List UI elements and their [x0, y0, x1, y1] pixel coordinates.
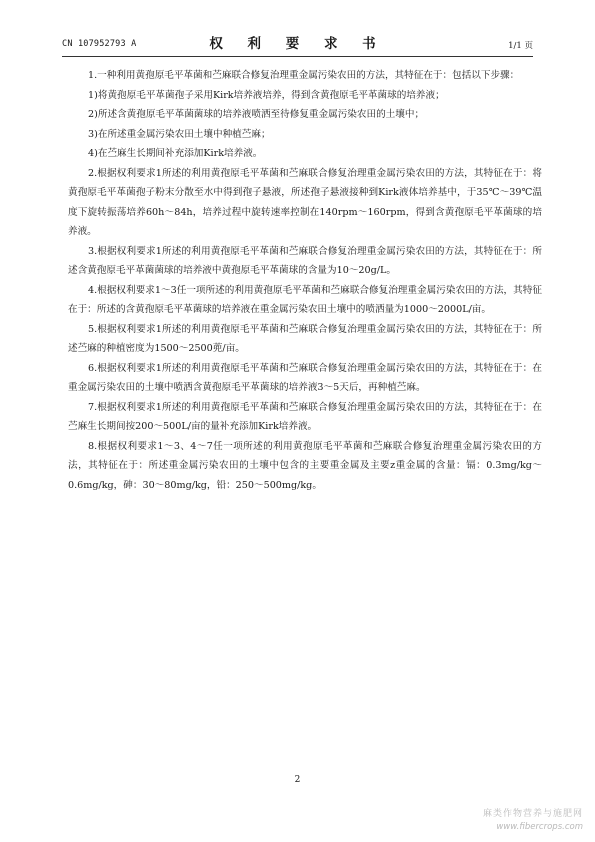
claim-1-step-2: 2)所述含黄孢原毛平革菌菌球的培养液喷洒至待修复重金属污染农田的土壤中； — [88, 109, 425, 120]
document-number: CN 107952793 A — [62, 39, 137, 49]
watermark-url: www.fibercrops.com — [496, 822, 583, 832]
document-title: 权 利 要 求 书 — [209, 36, 386, 52]
claim-2: 2.根据权利要求1所述的利用黄孢原毛平革菌和苎麻联合修复治理重金属污染农田的方法，其特征在于：将黄孢原毛平革菌孢子粉末分散至水中得到孢子悬液，所述孢子悬液接种到Kirk液体培养基中，于35℃～39℃温度下旋转振荡培养60h～84h，培养过程中旋转速率控制在140rpm～160rpm，得到含黄孢原毛平革菌球的培养液。 — [68, 167, 542, 237]
claim-3: 3.根据权利要求1所述的利用黄孢原毛平革菌和苎麻联合修复治理重金属污染农田的方法，其特征在于：所述含黄孢原毛平革菌菌球的培养液中黄孢原毛平革菌球的含量为10～20g/L。 — [68, 245, 542, 276]
claim-5: 5.根据权利要求1所述的利用黄孢原毛平革菌和苎麻联合修复治理重金属污染农田的方法，其特征在于：所述苎麻的种植密度为1500～2500蔸/亩。 — [68, 323, 542, 354]
page-indicator: 1/1 页 — [508, 41, 533, 51]
claim-6: 6.根据权利要求1所述的利用黄孢原毛平革菌和苎麻联合修复治理重金属污染农田的方法，其特征在于：在重金属污染农田的土壤中喷洒含黄孢原毛平革菌球的培养液3～5天后，再种植苎麻。 — [68, 362, 542, 393]
claim-8: 8.根据权利要求1～3、4～7任一项所述的利用黄孢原毛平革菌和苎麻联合修复治理重金属污染农田的方法，其特征在于：所述重金属污染农田的土壤中包含的主要重金属及主要z重金属的含量：镉：0.3mg/kg～0.6mg/kg，砷：30～80mg/kg，铅：250～500mg/kg。 — [68, 440, 542, 491]
watermark — [483, 808, 583, 834]
claim-1-step-1: 1)将黄孢原毛平革菌孢子采用Kirk培养液培养，得到含黄孢原毛平革菌球的培养液； — [88, 89, 445, 101]
watermark-site-name: 麻类作物营养与施肥网 — [482, 809, 583, 819]
page-number: 2 — [294, 775, 301, 785]
claim-1-step-3: 3)在所述重金属污染农田土壤中种植苎麻； — [88, 128, 271, 140]
claim-1-step-4: 4)在苎麻生长期间补充添加Kirk培养液。 — [88, 148, 263, 159]
claim-7: 7.根据权利要求1所述的利用黄孢原毛平革菌和苎麻联合修复治理重金属污染农田的方法，其特征在于：在苎麻生长期间按200～500L/亩的量补充添加Kirk培养液。 — [68, 401, 542, 432]
header-divider — [62, 56, 533, 57]
claims-body — [68, 66, 542, 495]
page-header — [62, 31, 533, 51]
claim-1: 1.一种利用黄孢原毛平革菌和苎麻联合修复治理重金属污染农田的方法，其特征在于：包括以下步骤： — [88, 70, 520, 81]
claim-4: 4.根据权利要求1～3任一项所述的利用黄孢原毛平革菌和苎麻联合修复治理重金属污染农田的方法，其特征在于：所述的含黄孢原毛平革菌球的培养液在重金属污染农田土壤中的喷洒量为1000～2000L/亩。 — [68, 284, 542, 315]
